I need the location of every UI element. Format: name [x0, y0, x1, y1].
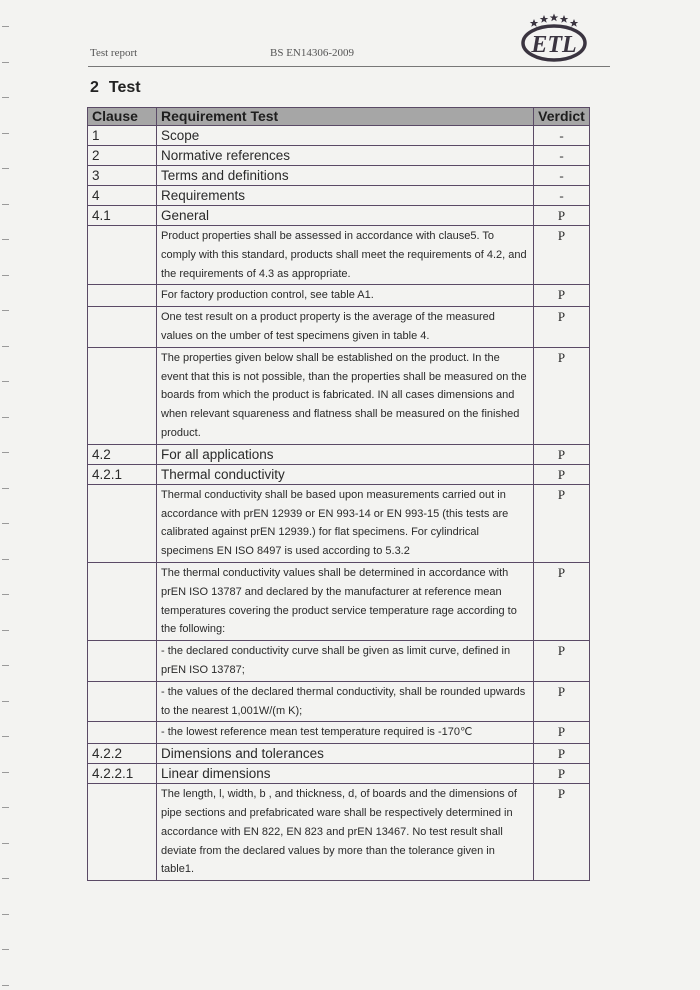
table-row	[88, 562, 590, 640]
table-row	[88, 484, 590, 562]
requirement-cell: Thermal conductivity shall be based upon measurements carried out in accordance with prEN 12939 or EN 993-14 or EN 993-15 (this tests are calibrated against prEN 12939.) for flat specimens. For cylindrical specimens EN ISO 8497 is used according to 5.3.2	[157, 484, 534, 562]
clause-cell	[88, 722, 157, 744]
table-row	[88, 146, 590, 166]
section-number: 2	[90, 79, 99, 96]
table-row	[88, 764, 590, 784]
test-table	[87, 107, 590, 881]
requirement-cell: Normative references	[157, 146, 534, 166]
verdict-cell: P	[534, 681, 590, 722]
table-row	[88, 744, 590, 764]
clause-cell: 2	[88, 146, 157, 166]
logo-text: ETL	[531, 32, 577, 58]
requirement-cell: Dimensions and tolerances	[157, 744, 534, 764]
table-row	[88, 347, 590, 444]
requirement-cell: - the lowest reference mean test temperature required is -170℃	[157, 722, 534, 744]
verdict-cell: P	[534, 226, 590, 285]
requirement-cell: For factory production control, see table A1.	[157, 285, 534, 307]
table-row	[88, 206, 590, 226]
requirement-cell: Scope	[157, 126, 534, 146]
table-header-row	[88, 108, 590, 126]
clause-cell: 4.2.2.1	[88, 764, 157, 784]
verdict-cell: P	[534, 484, 590, 562]
requirement-cell: One test result on a product property is the average of the measured values on the umber of test specimens given in table 4.	[157, 307, 534, 348]
requirement-cell: Thermal conductivity	[157, 464, 534, 484]
verdict-cell: P	[534, 784, 590, 881]
requirement-cell: - the declared conductivity curve shall be given as limit curve, defined in prEN ISO 13787;	[157, 641, 534, 682]
requirement-cell: The length, l, width, b , and thickness, d, of boards and the dimensions of pipe sections and prefabricated ware shall be respectively determined in accordance with EN 822, EN 823 and prEN 13467. No test result shall deviate from the declared values by more than the tolerance given in table1.	[157, 784, 534, 881]
clause-cell	[88, 347, 157, 444]
clause-cell	[88, 307, 157, 348]
verdict-cell: P	[534, 307, 590, 348]
requirement-cell: Requirements	[157, 186, 534, 206]
clause-cell	[88, 285, 157, 307]
requirement-cell: Linear dimensions	[157, 764, 534, 784]
verdict-cell: -	[534, 146, 590, 166]
requirement-cell: Product properties shall be assessed in accordance with clause5. To comply with this standard, products shall meet the requirements of 4.2, and the requirements of 4.3 as appropriate.	[157, 226, 534, 285]
verdict-cell: -	[534, 166, 590, 186]
table-row	[88, 226, 590, 285]
table-row	[88, 307, 590, 348]
verdict-cell: P	[534, 562, 590, 640]
clause-cell: 4.2.1	[88, 464, 157, 484]
requirement-cell: The thermal conductivity values shall be determined in accordance with prEN ISO 13787 and declared by the manufacturer at reference mean temperatures covering the product service temperature rage according to the following:	[157, 562, 534, 640]
verdict-cell: P	[534, 285, 590, 307]
table-row	[88, 285, 590, 307]
table-row	[88, 784, 590, 881]
clause-cell	[88, 484, 157, 562]
table-row	[88, 641, 590, 682]
verdict-cell: P	[534, 444, 590, 464]
table-row	[88, 166, 590, 186]
requirement-cell: The properties given below shall be established on the product. In the event that this is not possible, than the properties shall be measured on the boards from which the product is fabricated. IN all cases dimensions and when relevant squareness and flatness shall be measured on the finished product.	[157, 347, 534, 444]
clause-cell: 1	[88, 126, 157, 146]
clause-cell: 4.1	[88, 206, 157, 226]
requirement-cell: Terms and definitions	[157, 166, 534, 186]
verdict-cell: P	[534, 347, 590, 444]
table-row	[88, 126, 590, 146]
requirement-cell: - the values of the declared thermal conductivity, shall be rounded upwards to the nearest 1,001W/(m K);	[157, 681, 534, 722]
col-header-verdict: Verdict	[534, 108, 590, 126]
etl-logo	[519, 10, 589, 62]
clause-cell: 4	[88, 186, 157, 206]
verdict-cell: P	[534, 744, 590, 764]
report-label: Test report	[90, 47, 138, 59]
header-rule	[88, 66, 610, 67]
table-row	[88, 444, 590, 464]
verdict-cell: P	[534, 764, 590, 784]
clause-cell	[88, 562, 157, 640]
clause-cell: 4.2	[88, 444, 157, 464]
verdict-cell: P	[534, 722, 590, 744]
requirement-cell: For all applications	[157, 444, 534, 464]
section-title: Test	[108, 79, 141, 96]
verdict-cell: -	[534, 126, 590, 146]
section-heading	[90, 79, 141, 97]
clause-cell	[88, 784, 157, 881]
clause-cell: 3	[88, 166, 157, 186]
verdict-cell: P	[534, 206, 590, 226]
standard-label: BS EN14306-2009	[270, 47, 355, 59]
binder-margin	[0, 0, 14, 990]
verdict-cell: -	[534, 186, 590, 206]
table-row	[88, 681, 590, 722]
col-header-requirement: Requirement Test	[157, 108, 534, 126]
table-row	[88, 464, 590, 484]
verdict-cell: P	[534, 641, 590, 682]
requirement-cell: General	[157, 206, 534, 226]
clause-cell	[88, 226, 157, 285]
col-header-clause: Clause	[88, 108, 157, 126]
clause-cell	[88, 681, 157, 722]
clause-cell	[88, 641, 157, 682]
table-row	[88, 722, 590, 744]
verdict-cell: P	[534, 464, 590, 484]
table-row	[88, 186, 590, 206]
clause-cell: 4.2.2	[88, 744, 157, 764]
